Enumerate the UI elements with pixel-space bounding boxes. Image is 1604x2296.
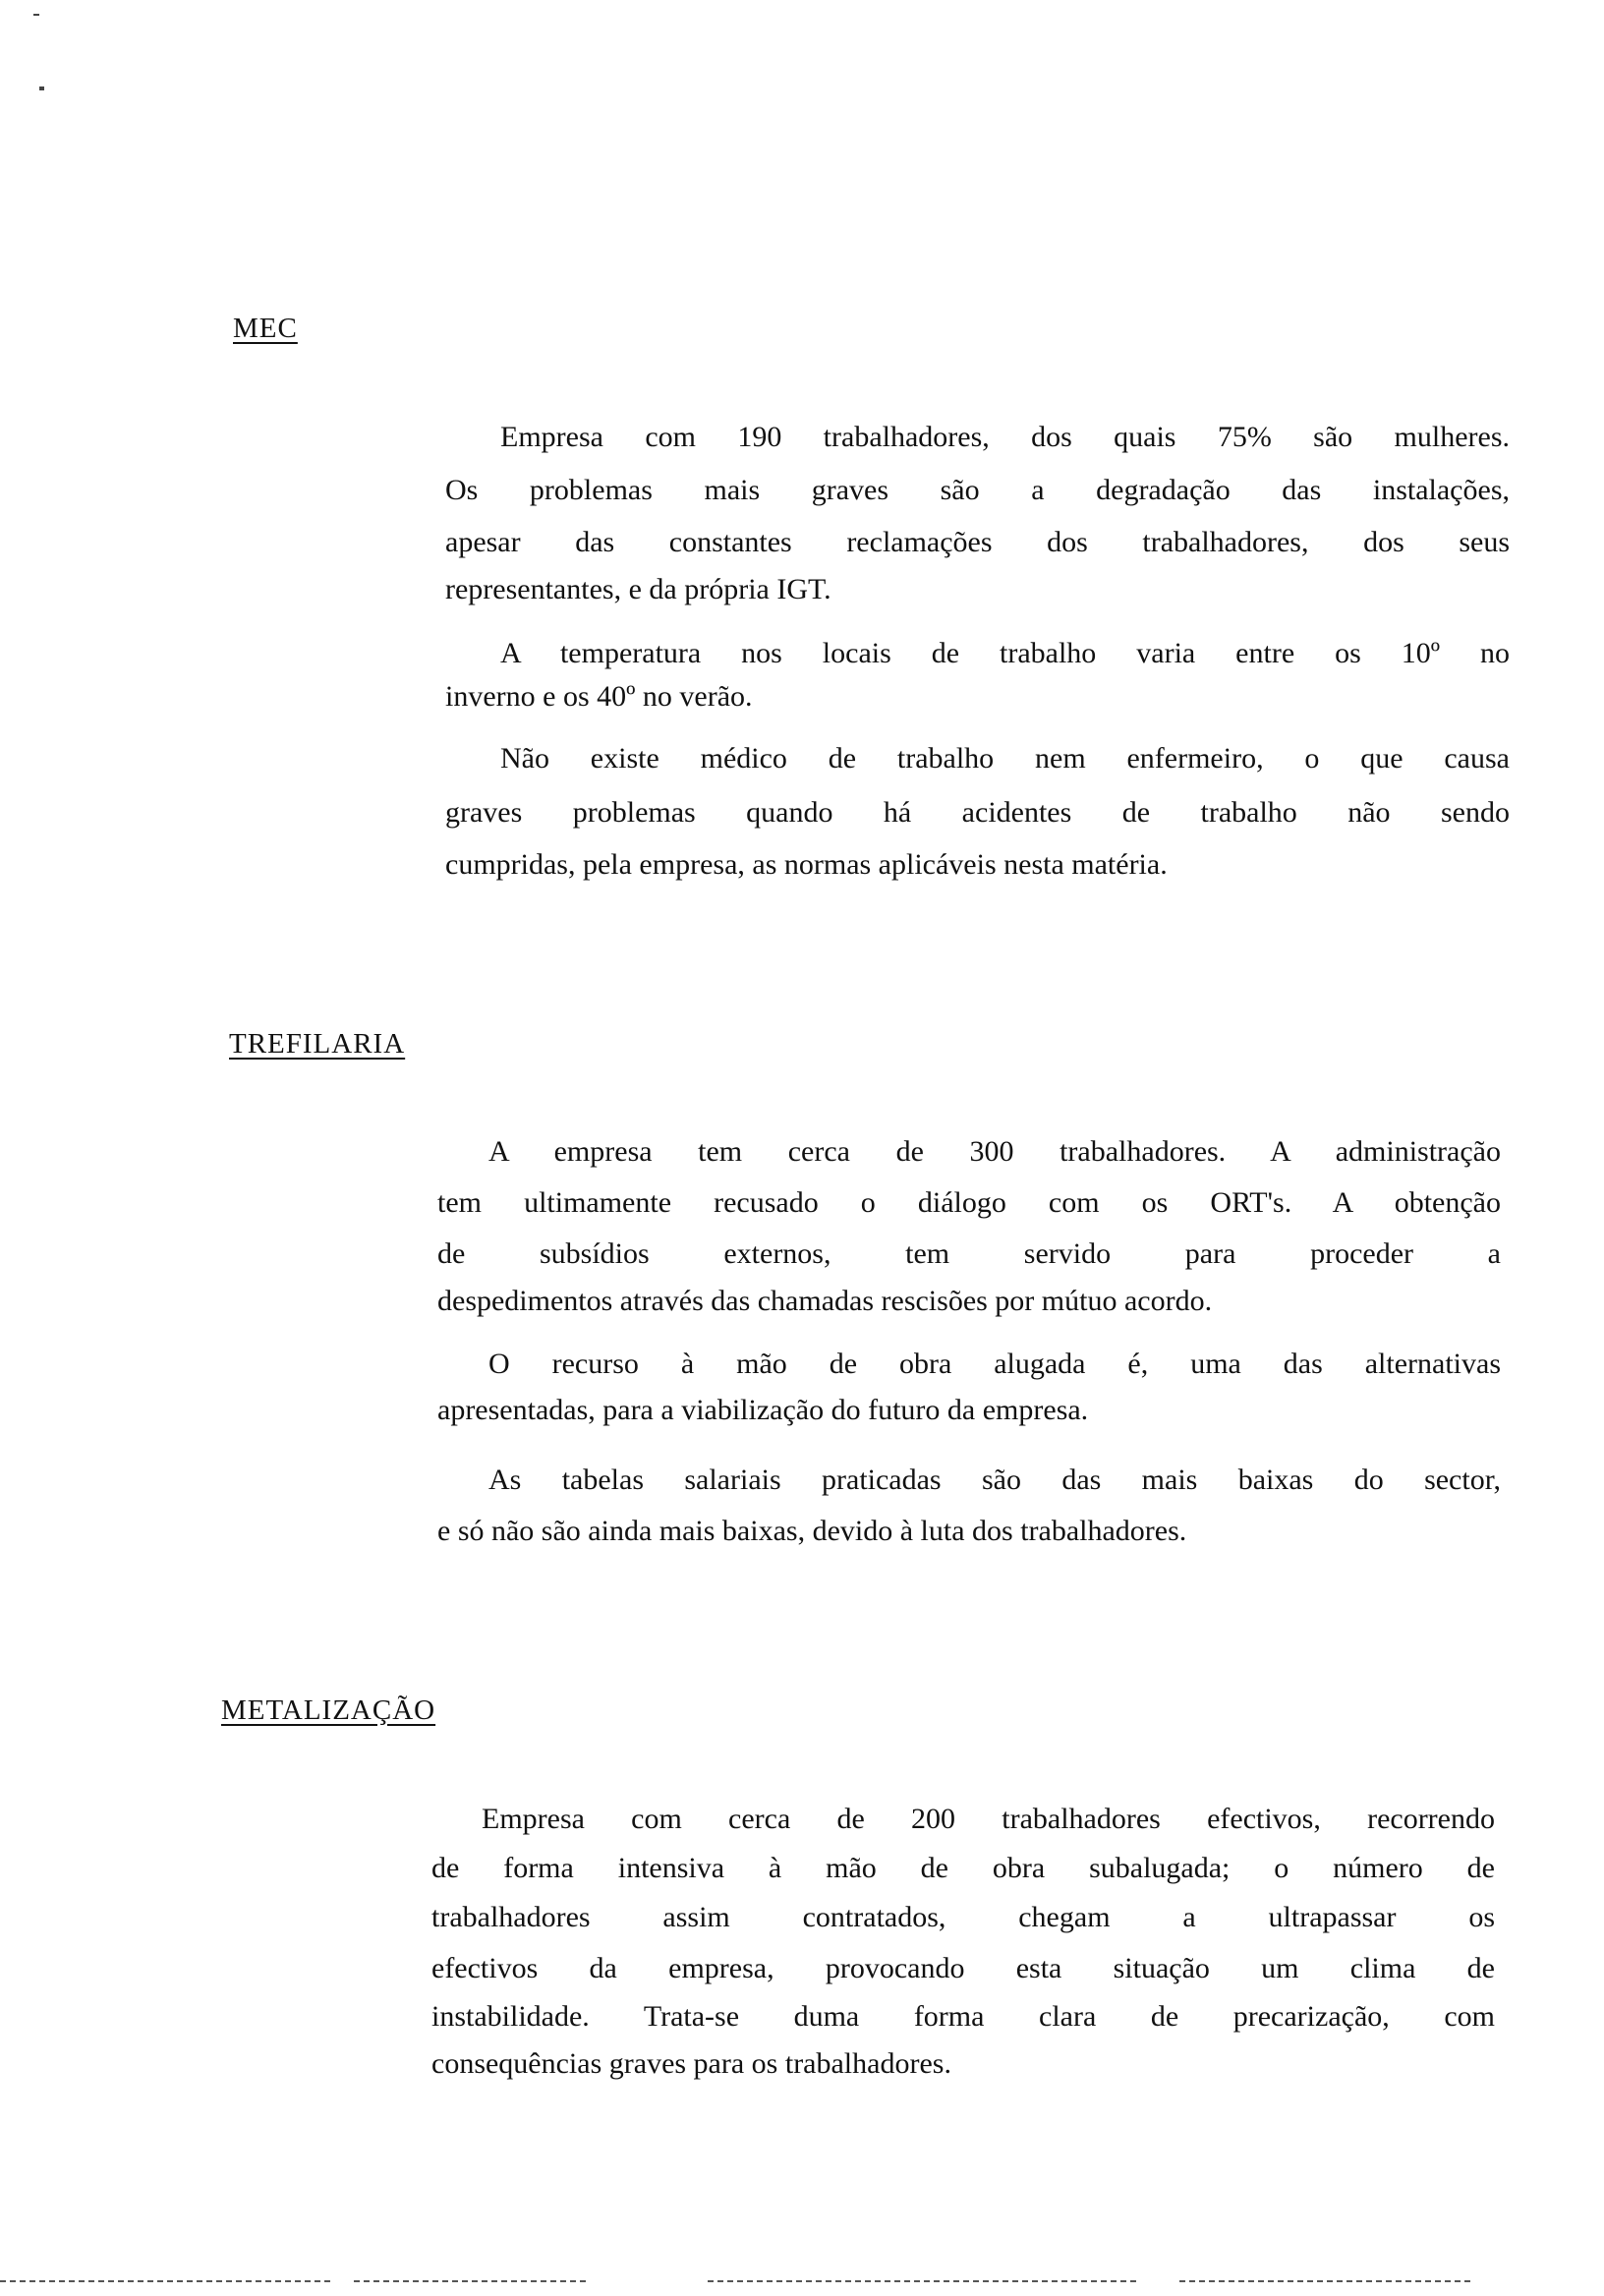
paragraph-line: apesar das constantes reclamações dos trabalhadores, dos seus: [445, 526, 1510, 558]
paragraph-line: instabilidade. Trata-se duma forma clara de precarização, com: [431, 2000, 1495, 2033]
section-heading: MEC: [233, 313, 298, 344]
paragraph-line: consequências graves para os trabalhadores.: [431, 2047, 951, 2080]
paragraph-line: O recurso à mão de obra alugada é, uma das alternativas: [488, 1348, 1501, 1380]
paragraph-line: Não existe médico de trabalho nem enfermeiro, o que causa: [500, 742, 1510, 775]
paragraph-line: apresentadas, para a viabilização do futuro da empresa.: [437, 1394, 1089, 1426]
paragraph-line: trabalhadores assim contratados, chegam a ultrapassar os: [431, 1901, 1495, 1933]
scan-mark: [33, 14, 39, 16]
paragraph-line: A empresa tem cerca de 300 trabalhadores. A administração: [488, 1135, 1501, 1168]
section-heading: TREFILARIA: [229, 1028, 406, 1060]
paragraph-line: As tabelas salariais praticadas são das mais baixas do sector,: [488, 1464, 1501, 1496]
paragraph-line: efectivos da empresa, provocando esta situação um clima de: [431, 1952, 1495, 1984]
paragraph-line: de forma intensiva à mão de obra subalugada; o número de: [431, 1852, 1495, 1884]
paragraph-line: cumpridas, pela empresa, as normas aplicáveis nesta matéria.: [445, 848, 1168, 881]
scan-edge-marks: [354, 2280, 590, 2282]
paragraph-line: e só não são ainda mais baixas, devido à luta dos trabalhadores.: [437, 1515, 1187, 1547]
paragraph-line: A temperatura nos locais de trabalho varia entre os 10º no: [500, 637, 1510, 669]
paragraph-line: representantes, e da própria IGT.: [445, 573, 831, 605]
scan-edge-marks: [708, 2280, 1140, 2282]
paragraph-line: Empresa com 190 trabalhadores, dos quais 75% são mulheres.: [500, 421, 1510, 453]
paragraph-line: de subsídios externos, tem servido para proceder a: [437, 1237, 1501, 1270]
scan-edge-marks: [1179, 2280, 1474, 2282]
scan-mark: [39, 86, 44, 90]
paragraph-line: tem ultimamente recusado o diálogo com os ORT's. A obtenção: [437, 1186, 1501, 1219]
paragraph-line: graves problemas quando há acidentes de trabalho não sendo: [445, 796, 1510, 829]
paragraph-line: Empresa com cerca de 200 trabalhadores efectivos, recorrendo: [482, 1803, 1495, 1835]
paragraph-line: Os problemas mais graves são a degradação das instalações,: [445, 474, 1510, 506]
paragraph-line: inverno e os 40º no verão.: [445, 680, 753, 713]
section-heading: METALIZAÇÃO: [221, 1694, 436, 1726]
paragraph-line: despedimentos através das chamadas rescisões por mútuo acordo.: [437, 1285, 1213, 1317]
scan-edge-marks: [0, 2280, 334, 2282]
